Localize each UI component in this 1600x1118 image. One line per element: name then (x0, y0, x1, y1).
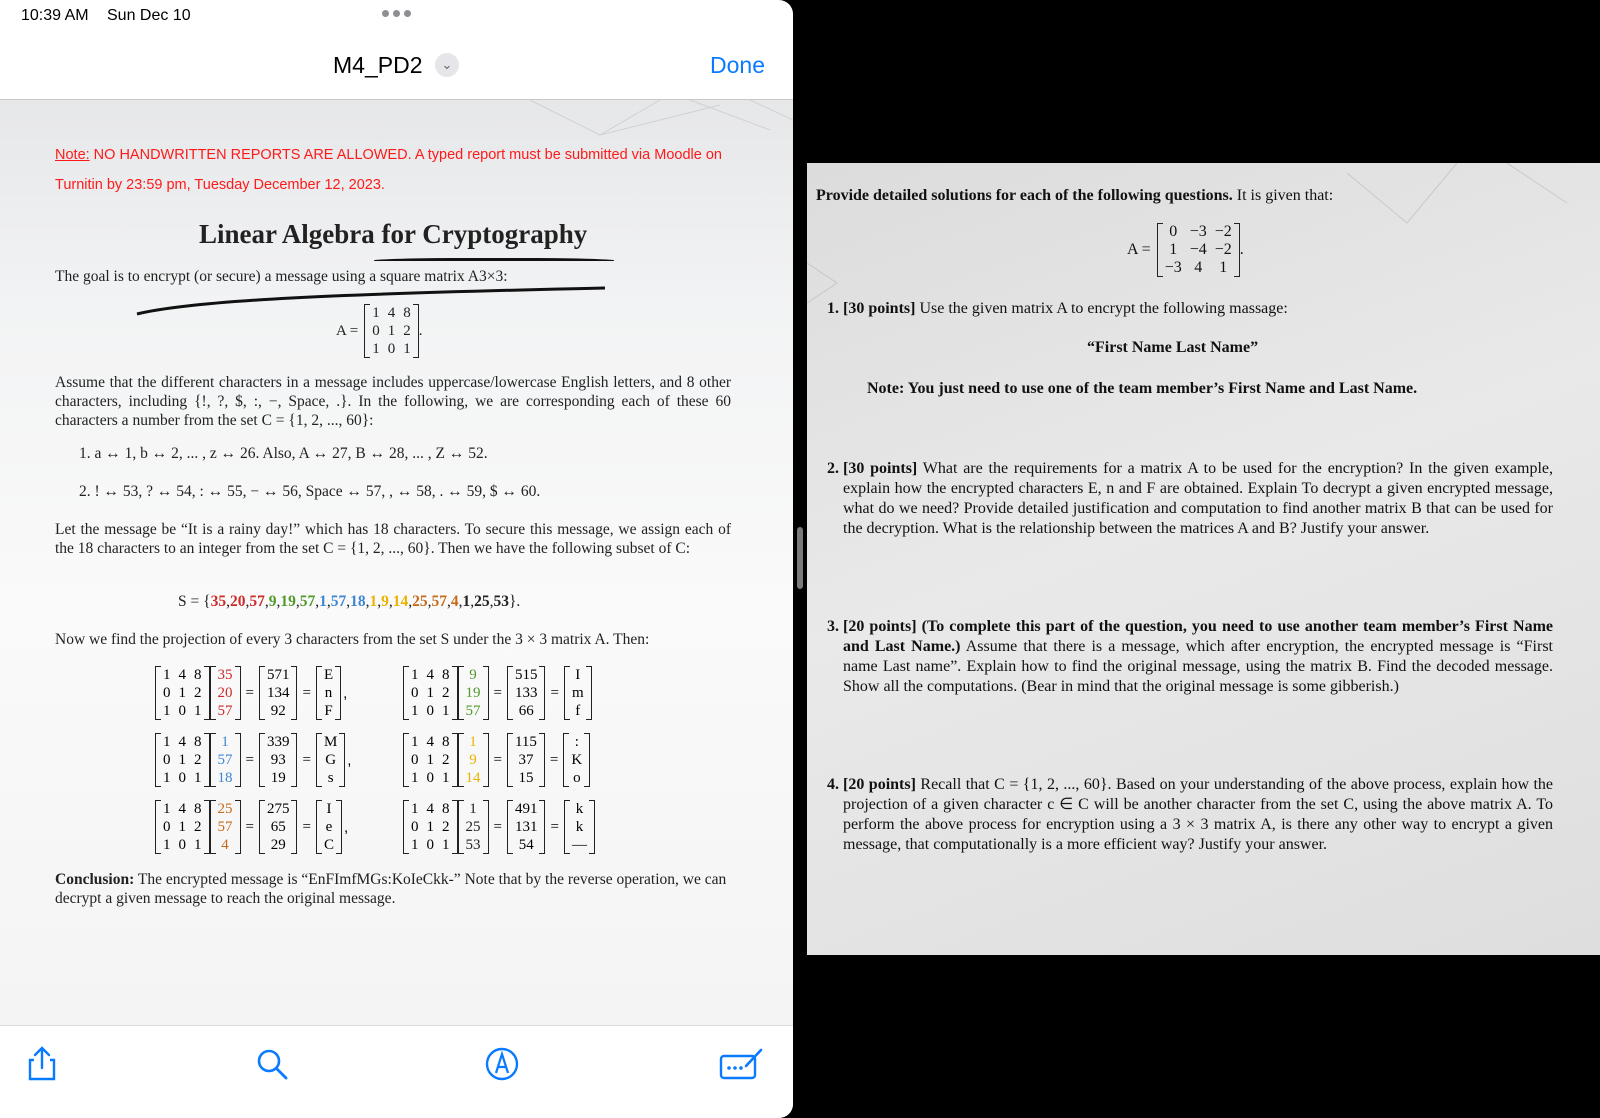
matrix-cell: K (571, 752, 583, 768)
set-value: 9 (381, 593, 389, 610)
matrix-cell: 8 (403, 305, 411, 321)
subset-s (178, 593, 520, 611)
matrix-cell: 1 (194, 703, 202, 719)
matrix-cell: 1 (372, 341, 380, 357)
result-vector (259, 800, 298, 854)
matrix-cell: 133 (514, 685, 538, 701)
multitasking-dots-icon[interactable] (382, 10, 412, 22)
matrix-a (155, 733, 210, 787)
document-title[interactable]: M4_PD2 (333, 52, 423, 78)
matrix-cell: 1 (163, 734, 171, 750)
set-value: 25 (474, 593, 490, 610)
set-value: 1 (462, 593, 471, 610)
matrix-cell: 1 (411, 801, 419, 817)
chevron-down-icon[interactable]: ⌄ (435, 53, 459, 77)
matrix-cell: k (575, 819, 584, 835)
matrix-cell: 0 (372, 323, 380, 339)
projection-paragraph: Now we find the projection of every 3 characters from the set S under the 3 × 3 matrix A. Then: (55, 631, 650, 648)
matrix-cell: 8 (442, 734, 450, 750)
matrix-cell: 1 (403, 341, 411, 357)
result-vector (259, 666, 298, 720)
matrix-cell: 1 (163, 667, 171, 683)
bottom-toolbar (0, 1025, 793, 1118)
matrix-a (403, 666, 458, 720)
matrix-cell: 9 (469, 667, 477, 683)
matrix-cell: 8 (442, 667, 450, 683)
projection-item: 1 4 8 0 1 2 1 0 1 9 19 57 = 515 133 66 = I m f (403, 666, 594, 720)
result-vector (259, 733, 298, 787)
question-1-note: Note: You just need to use one of the team member’s First Name and Last Name. (867, 380, 1418, 397)
set-suffix: }. (508, 593, 521, 610)
projection-item: 1 4 8 0 1 2 1 0 1 35 20 57 = 571 134 92 = E n F , (155, 666, 347, 720)
input-vector (210, 733, 241, 787)
matrix-cell: 65 (270, 819, 286, 835)
intro-rest: It is given that: (1236, 187, 1334, 204)
matrix-cell: −3 (1189, 223, 1207, 240)
matrix-cell: 0 (163, 819, 171, 835)
assume-paragraph: Assume that the different characters in a message includes uppercase/lowercase English letters, and 8 other characters, including {!, ?, $, :, −, Space, .}. In the following, we are corresponding each of these 60 characters a number from the set C = {1, 2, ..., 60}: (55, 374, 731, 429)
matrix-cell: 275 (266, 801, 290, 817)
matrix-cell: 57 (217, 703, 233, 719)
matrix-cell: 57 (217, 752, 233, 768)
intro-text (816, 186, 1333, 206)
matrix-a (364, 304, 419, 358)
encrypted-chars (316, 666, 341, 720)
question-1-quote: “First Name Last Name” (1087, 339, 1259, 356)
matrix-cell: 1 (469, 734, 477, 750)
matrix-cell: 1 (178, 685, 186, 701)
matrix-cell: n (324, 685, 333, 701)
matrix-a (155, 800, 210, 854)
set-value: 1 (319, 593, 327, 610)
matrix-cell: I (326, 801, 332, 817)
matrix-cell: 2 (442, 685, 450, 701)
input-vector (210, 800, 241, 854)
matrix-label-right: A = (1127, 241, 1151, 258)
matrix-cell: 8 (442, 801, 450, 817)
question-3-text: Assume that there is a message, which after encryption, the encrypted message is “First name Last name”. Explain how to find the original message, using the matrix B. Find the decoded message. Show all the computations. (Bear in mind that the original message is some gibberish.) (843, 638, 1553, 695)
decorative-lines (520, 100, 793, 140)
matrix-cell: 491 (514, 801, 538, 817)
set-value: 14 (392, 593, 409, 610)
set-value: 57 (299, 593, 316, 610)
matrix-cell: 4 (426, 667, 434, 683)
question-2-number: 2. (827, 460, 839, 477)
question-4-text: Recall that C = {1, 2, ..., 60}. Based on your understanding of the above process, explain how the projection of a given character c ∈ C will be another character from the set C, using the above matrix A. To perform the above process for encryption using a 3 × 3 matrix A, is there any other way to encrypt a given message, that computationally is a more efficient way? Justify your answer. (843, 776, 1554, 853)
encrypted-chars (316, 733, 345, 787)
question-4 (827, 775, 1554, 855)
matrix-cell: 134 (266, 685, 290, 701)
handwritten-underline (374, 258, 614, 264)
matrix-cell: 15 (518, 770, 534, 786)
matrix-cell: 54 (518, 837, 534, 853)
matrix-cell: 4 (426, 801, 434, 817)
set-value: 57 (431, 593, 447, 610)
projection-item: 1 4 8 0 1 2 1 0 1 25 57 4 = 275 65 29 = I e C , (155, 800, 348, 854)
note-banner (55, 140, 755, 200)
conclusion-label: Conclusion: (55, 871, 135, 888)
matrix-cell: o (573, 770, 581, 786)
matrix-cell: −3 (1164, 259, 1182, 276)
matrix-cell: 66 (518, 703, 534, 719)
matrix-cell: 0 (411, 685, 419, 701)
matrix-cell: 1 (411, 734, 419, 750)
matrix-cell: 19 (465, 685, 481, 701)
set-value: 9 (268, 593, 277, 610)
question-2 (827, 459, 1554, 539)
matrix-cell: 1 (411, 837, 419, 853)
mapping-list-item-1: 1. a ↔ 1, b ↔ 2, ... , z ↔ 26. Also, A ↔ 27, B ↔ 28, ... , Z ↔ 52. (79, 445, 488, 462)
set-prefix: S = { (178, 593, 211, 610)
matrix-cell: 0 (411, 752, 419, 768)
matrix-cell: f (575, 703, 581, 719)
navigation-bar (0, 34, 793, 100)
keyboard-edit-icon[interactable] (718, 1044, 764, 1084)
encrypted-chars (564, 800, 595, 854)
matrix-cell: 1 (163, 703, 171, 719)
matrix-cell: 1 (442, 837, 450, 853)
matrix-a (403, 800, 458, 854)
matrix-cell: 25 (465, 819, 481, 835)
matrix-cell: 35 (217, 667, 233, 683)
matrix-cell: s (327, 770, 334, 786)
matrix-cell: 0 (178, 703, 186, 719)
matrix-cell: 1 (426, 752, 434, 768)
set-value: 1 (369, 593, 378, 610)
matrix-cell: 2 (194, 752, 202, 768)
status-bar (0, 0, 793, 34)
matrix-cell: 4 (221, 837, 229, 853)
matrix-a-display-right: A = 0 −3 −2 1 −4 −2 −3 4 1 . (1127, 223, 1244, 276)
matrix-cell: 0 (387, 341, 396, 357)
share-icon[interactable] (22, 1044, 62, 1084)
matrix-cell: 57 (217, 819, 233, 835)
matrix-cell: 18 (217, 770, 233, 786)
matrix-cell: 19 (270, 770, 286, 786)
question-3 (827, 617, 1554, 697)
document-heading: Linear Algebra for Cryptography (199, 219, 588, 249)
matrix-a (403, 733, 458, 787)
matrix-cell: 4 (178, 801, 186, 817)
set-value: 35 (210, 593, 227, 610)
matrix-cell: 0 (163, 685, 171, 701)
projection-item: 1 4 8 0 1 2 1 0 1 1 9 14 = 115 37 15 = : K o (403, 733, 592, 787)
set-value: 57 (330, 593, 347, 610)
projection-item: 1 4 8 0 1 2 1 0 1 1 25 53 = 491 131 54 = k k — (403, 800, 597, 854)
matrix-cell: 2 (403, 323, 411, 339)
matrix-cell: 53 (465, 837, 481, 853)
question-2-points: [30 points] (843, 460, 918, 477)
matrix-cell: 4 (178, 734, 186, 750)
result-vector (507, 800, 546, 854)
matrix-cell: C (323, 837, 334, 853)
matrix-cell: 57 (465, 703, 481, 719)
matrix-cell: 2 (442, 819, 450, 835)
matrix-cell: 1 (221, 734, 229, 750)
matrix-cell: I (575, 667, 581, 683)
input-vector (458, 666, 489, 720)
matrix-cell: 1 (178, 819, 186, 835)
matrix-a-label: A = (336, 322, 359, 339)
result-vector (507, 666, 546, 720)
search-icon[interactable] (252, 1044, 292, 1084)
intro-bold: Provide detailed solutions for each of the following questions. (816, 187, 1233, 204)
matrix-cell: 1 (411, 667, 419, 683)
matrix-cell: 25 (217, 801, 233, 817)
matrix-cell: 0 (426, 703, 434, 719)
projection-item: 1 4 8 0 1 2 1 0 1 1 57 18 = 339 93 19 = M G s , (155, 733, 351, 787)
matrix-a-display: A = 1 4 8 0 1 2 1 0 1 . (336, 305, 423, 357)
matrix-cell: — (571, 837, 587, 853)
message-paragraph: Let the message be “It is a rainy day!” which has 18 characters. To secure this message, we assign each of the 18 characters to an integer from the set C = {1, 2, ..., 60}. Then we have the following subset of C: (55, 521, 731, 557)
matrix-cell: 1 (163, 801, 171, 817)
matrix-cell: 1 (426, 685, 434, 701)
matrix-cell: M (323, 734, 338, 750)
set-value: 25 (412, 593, 428, 610)
document-page[interactable] (0, 100, 793, 1025)
result-vector (507, 733, 545, 787)
matrix-cell: 1 (1169, 241, 1178, 258)
question-1-number: 1. (827, 300, 839, 317)
matrix-cell: 0 (178, 770, 186, 786)
pdf-viewer-pane (0, 0, 793, 1118)
matrix-cell: 93 (270, 752, 286, 768)
note-text: NO HANDWRITTEN REPORTS ARE ALLOWED. A typed report must be submitted via Moodle on Turnitin by 23:59 pm, Tuesday December 12, 2023. (55, 147, 722, 193)
question-3-number: 3. (827, 618, 839, 635)
matrix-cell: G (325, 752, 337, 768)
matrix-cell: 1 (194, 770, 202, 786)
question-1-points: [30 points] (843, 300, 916, 317)
set-value: 53 (493, 593, 509, 610)
matrix-cell: 9 (469, 752, 477, 768)
question-4-points: [20 points] (843, 776, 916, 793)
matrix-cell: 1 (442, 770, 450, 786)
matrix-cell: e (325, 819, 333, 835)
matrix-cell: 4 (426, 734, 434, 750)
matrix-cell: 2 (194, 819, 202, 835)
matrix-cell: 1 (442, 703, 450, 719)
matrix-cell: 1 (411, 770, 419, 786)
matrix-cell: −4 (1189, 241, 1207, 258)
matrix-cell: 8 (194, 801, 202, 817)
input-vector (210, 666, 241, 720)
markup-icon[interactable] (482, 1044, 522, 1084)
matrix-cell: 571 (266, 667, 290, 683)
matrix-cell: 1 (426, 819, 434, 835)
matrix-cell: 8 (194, 667, 202, 683)
matrix-cell: F (324, 703, 333, 719)
input-vector (458, 733, 489, 787)
question-3-points: [20 points] (843, 618, 917, 635)
matrix-cell: 1 (1219, 259, 1228, 276)
set-value: 20 (229, 593, 246, 610)
question-2-text: What are the requirements for a matrix A to be used for the encryption? In the given example, explain how the encrypted characters E, n and F are obtained. Explain To decrypt a given encrypted message, what do we need? Provide detailed justification and computation to find another matrix B that can be used for the decryption. What is the relationship between the matrices A and B? Justify your answer. (843, 460, 1554, 537)
set-value: 18 (350, 593, 366, 610)
matrix-cell: 1 (387, 323, 396, 339)
done-button[interactable]: Done (710, 52, 765, 78)
matrix-cell: 1 (469, 801, 477, 817)
status-time: 10:39 AM (21, 7, 89, 24)
matrix-cell: 0 (411, 819, 419, 835)
question-3-bold: (To complete this part of the question, you need to use another team member’s First Name and Last Name.) (843, 618, 1554, 655)
goal-text: The goal is to encrypt (or secure) a message using a square matrix A3×3: (55, 268, 508, 285)
matrix-cell: 0 (426, 770, 434, 786)
matrix-cell: 515 (514, 667, 538, 683)
matrix-cell: m (571, 685, 584, 701)
set-value: 19 (280, 593, 296, 610)
matrix-cell: −2 (1214, 241, 1232, 258)
note-label: Note: (55, 147, 90, 163)
matrix-cell: 4 (1194, 259, 1203, 276)
split-view-divider-handle[interactable] (797, 527, 803, 589)
conclusion-text: The encrypted message is “EnFImfMGs:KoIeCkk-” Note that by the reverse operation, we can decrypt a given message to reach the original message. (55, 871, 727, 907)
matrix-a-right (1157, 223, 1240, 277)
matrix-cell: 115 (514, 734, 537, 750)
matrix-cell: 37 (518, 752, 534, 768)
matrix-cell: 14 (465, 770, 481, 786)
matrix-cell: 1 (372, 305, 380, 321)
matrix-cell: 131 (514, 819, 538, 835)
set-values: 35,20,57,9,19,57,1,57,18,1,9,14,25,57,4,1,25,53 (210, 593, 509, 610)
set-value: 4 (450, 593, 459, 610)
matrix-cell: E (323, 667, 334, 683)
matrix-cell: 2 (442, 752, 450, 768)
matrix-cell: : (574, 734, 579, 750)
matrix-cell: 0 (1169, 223, 1178, 240)
question-4-number: 4. (827, 776, 839, 793)
matrix-cell: 1 (194, 837, 202, 853)
encrypted-chars (316, 800, 342, 854)
encrypted-chars (564, 666, 592, 720)
matrix-cell: 29 (270, 837, 286, 853)
matrix-cell: 8 (194, 734, 202, 750)
encrypted-chars (563, 733, 590, 787)
question-1-text: Use the given matrix A to encrypt the following massage: (919, 300, 1288, 317)
conclusion-paragraph (55, 870, 731, 908)
matrix-cell: 2 (194, 685, 202, 701)
status-date: Sun Dec 10 (107, 7, 191, 24)
matrix-cell: 1 (411, 703, 419, 719)
matrix-cell: 0 (178, 837, 186, 853)
matrix-cell: 4 (178, 667, 186, 683)
matrix-cell: 92 (270, 703, 286, 719)
matrix-a (155, 666, 210, 720)
matrix-cell: 0 (163, 752, 171, 768)
input-vector (458, 800, 489, 854)
matrix-cell: −2 (1214, 223, 1232, 240)
matrix-cell: 1 (163, 770, 171, 786)
matrix-cell: 20 (217, 685, 233, 701)
question-1 (827, 299, 1553, 319)
matrix-cell: 339 (266, 734, 290, 750)
matrix-cell: 0 (426, 837, 434, 853)
set-value: 57 (249, 593, 265, 610)
matrix-cell: 1 (178, 752, 186, 768)
mapping-list-item-2: 2. ! ↔ 53, ? ↔ 54, : ↔ 55, − ↔ 56, Space ↔ 57, , ↔ 58, . ↔ 59, $ ↔ 60. (79, 483, 541, 500)
matrix-cell: 4 (387, 305, 396, 321)
photo-pane (807, 163, 1600, 955)
matrix-cell: k (575, 801, 584, 817)
matrix-cell: 1 (163, 837, 171, 853)
